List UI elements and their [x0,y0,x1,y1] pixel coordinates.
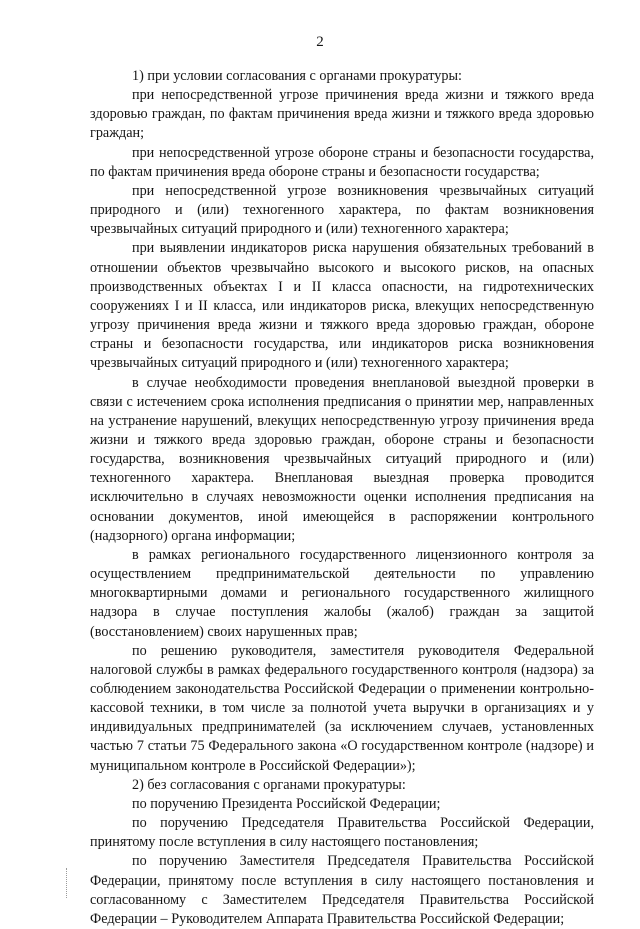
paragraph: 2) без согласования с органами прокуратуры: [132,776,406,793]
scan-margin-mark [66,868,69,898]
paragraph: по поручению Заместителя Председателя Правительства Российской Федерации, принятому после вступления в силу настоящего постановления и согласованному с Заместителем Председателя Правительства Российской Федерации – Руководителем Аппарата Правительства Российской Федерации; [90,853,594,927]
document-body [90,67,594,929]
paragraph: 1) при условии согласования с органами прокуратуры: [132,68,462,84]
paragraph: по решению руководителя, заместителя руководителя Федеральной налоговой службы в рамках федерального государственного контроля (надзора) за соблюдением законодательства Российской Федерации о применении контрольно-кассовой техники, в том числе за полнотой учета выручки в организациях и у индивидуальных предпринимателей (за исключением случаев, установленных частью 7 статьи 75 Федерального закона «О государственном контроле (надзоре) и муниципальном контроле в Российской Федерации»); [90,642,594,774]
page-number: 2 [316,34,324,50]
paragraph: по поручению Председателя Правительства Российской Федерации, принятому после вступления в силу настоящего постановления; [90,815,594,851]
paragraph: в случае необходимости проведения внеплановой выездной проверки в связи с истечением срока исполнения предписания о принятии мер, направленных на устранение нарушений, влекущих непосредственную угрозу причинения вреда жизни и тяжкого вреда здоровью граждан, обороне страны и безопасности государства, возникновения чрезвычайных ситуаций природного и (или) техногенного характера. Внеплановая выездная проверка проводится исключительно в случаях невозможности оценки исполнения предписания на основании документов, иной имеющейся в распоряжении контрольного (надзорного) органа информации; [90,374,594,544]
paragraph: по поручению Президента Российской Федерации; [132,795,441,812]
paragraph: при непосредственной угрозе обороне страны и безопасности государства, по фактам причинения вреда обороне страны и безопасности государства; [90,144,594,180]
paragraph: при выявлении индикаторов риска нарушения обязательных требований в отношении объектов чрезвычайно высокого и высокого рисков, на опасных производственных объектах I и II класса опасности, на гидротехнических сооружениях I и II класса, или индикаторов риска, влекущих непосредственную угрозу причинения вреда жизни и тяжкого вреда здоровью граждан, обороне страны и безопасности государства, или индикаторов риска возникновения чрезвычайных ситуаций природного и (или) техногенного характера; [90,240,594,372]
paragraph: при непосредственной угрозе возникновения чрезвычайных ситуаций природного и (или) техногенного характера, по фактам возникновения чрезвычайных ситуаций природного и (или) техногенного характера; [90,182,594,238]
paragraph: при непосредственной угрозе причинения вреда жизни и тяжкого вреда здоровью граждан, по фактам причинения вреда жизни и тяжкого вреда здоровью граждан; [90,87,594,142]
paragraph: в рамках регионального государственного лицензионного контроля за осуществлением предпринимательской деятельности по управлению многоквартирными домами и регионального государственного жилищного надзора в случае поступления жалобы (жалоб) граждан за защитой (восстановлением) своих нарушенных прав; [90,546,594,640]
